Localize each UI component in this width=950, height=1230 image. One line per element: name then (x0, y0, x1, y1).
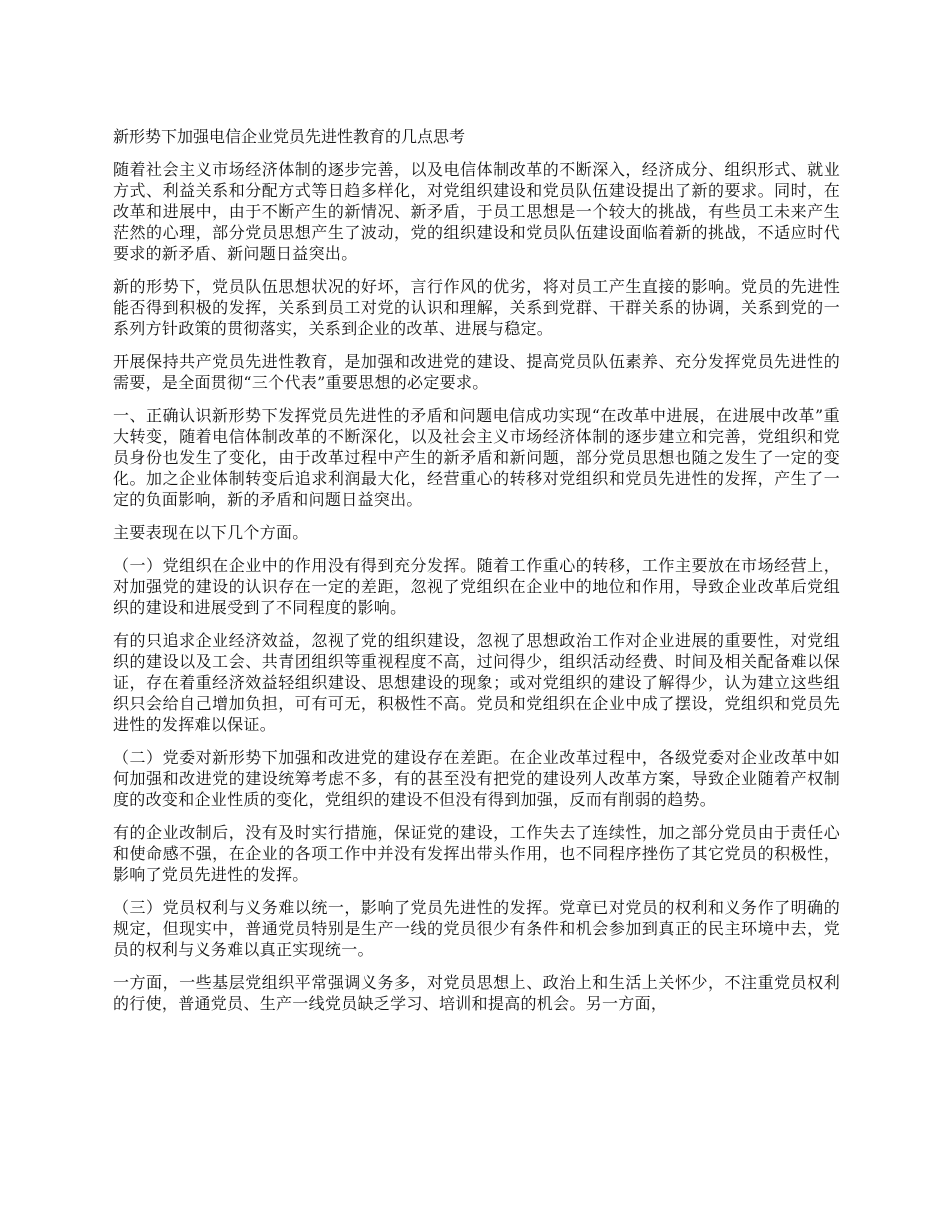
paragraph-main-aspects: 主要表现在以下几个方面。 (113, 523, 309, 542)
paragraph-education: 开展保持共产党员先进性教育，是加强和改进党的建设、提高党员队伍素养、充分发挥党员先进性的需要，是全面贯彻“三个代表”重要思想的必定要求。 (113, 352, 840, 392)
paragraph-point-one: （一）党组织在企业中的作用没有得到充分发挥。随着工作重心的转移，工作主要放在市场经营上，对加强党的建设的认识存在一定的差距，忽视了党组织在企业中的地位和作用，导致企业改革后党组织的建设和进展受到了不同程度的影响。 (113, 556, 840, 617)
paragraph-situation: 新的形势下，党员队伍思想状况的好坏，言行作风的优劣，将对员工产生直接的影响。党员的先进性能否得到积极的发挥，关系到员工对党的认识和理解，关系到党群、干群关系的协调，关系到党的一系列方针政策的贯彻落实，关系到企业的改革、进展与稳定。 (113, 277, 840, 338)
paragraph-point-two: （二）党委对新形势下加强和改进党的建设存在差距。在企业改革过程中，各级党委对企业改革中如何加强和改进党的建设统筹考虑不多，有的甚至没有把党的建设列人改革方案，导致企业随着产权制度的改变和企业性质的变化，党组织的建设不但没有得到加强，反而有削弱的趋势。 (113, 748, 840, 809)
paragraph-section-one: 一、正确认识新形势下发挥党员先进性的矛盾和问题电信成功实现“在改革中进展，在进展中改革”重大转变，随着电信体制改革的不断深化，以及社会主义市场经济体制的逐步建立和完善，党组织和党员身份也发生了变化，由于改革过程中产生的新矛盾和新问题，部分党员思想也随之发生了一定的变化。加之企业体制转变后追求利润最大化，经营重心的转移对党组织和党员先进性的发挥，产生了一定的负面影响，新的矛盾和问题日益突出。 (113, 406, 840, 509)
paragraph-intro: 随着社会主义市场经济体制的逐步完善，以及电信体制改革的不断深入，经济成分、组织形式、就业方式、利益关系和分配方式等日趋多样化，对党组织建设和党员队伍建设提出了新的要求。同时，在改革和进展中，由于不断产生的新情况、新矛盾，于员工思想是一个较大的挑战，有些员工未来产生茫然的心理，部分党员思想产生了波动，党的组织建设和党员队伍建设面临着新的挑战，不适应时代要求的新矛盾、新问题日益突出。 (113, 160, 840, 263)
paragraph-point-two-detail: 有的企业改制后，没有及时实行措施，保证党的建设，工作失去了连续性，加之部分党员由于责任心和使命感不强，在企业的各项工作中并没有发挥出带头作用，也不同程序挫伤了其它党员的积极性，影响了党员先进性的发挥。 (113, 823, 840, 884)
paragraph-point-one-detail: 有的只追求企业经济效益，忽视了党的组织建设，忽视了思想政治工作对企业进展的重要性，对党组织的建设以及工会、共青团组织等重视程度不高，过问得少，组织活动经费、时间及相关配备难以保证，存在着重经济效益轻组织建设、思想建设的现象；或对党组织的建设了解得少，认为建立这些组织只会给自己增加负担，可有可无，积极性不高。党员和党组织在企业中成了摆设，党组织和党员先进性的发挥难以保证。 (113, 631, 840, 734)
paragraph-point-three: （三）党员权利与义务难以统一，影响了党员先进性的发挥。党章已对党员的权利和义务作了明确的规定，但现实中，普通党员特别是生产一线的党员很少有条件和机会参加到真正的民主环境中去，党员的权利与义务难以真正实现统一。 (113, 898, 840, 959)
document-title: 新形势下加强电信企业党员先进性教育的几点思考 (113, 127, 466, 146)
paragraph-point-three-detail: 一方面，一些基层党组织平常强调义务多，对党员思想上、政治上和生活上关怀少，不注重党员权利的行使，普通党员、生产一线党员缺乏学习、培训和提高的机会。另一方面， (113, 973, 840, 1013)
document-page (113, 126, 840, 1026)
